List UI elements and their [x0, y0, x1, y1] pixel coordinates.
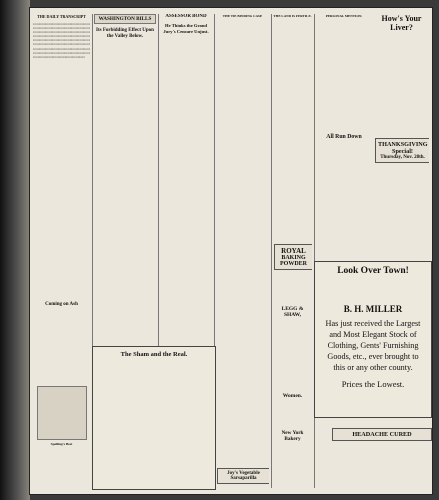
all-run-down: All Run Down	[326, 134, 362, 140]
miller-prices: Prices the Lowest.	[341, 379, 405, 389]
miller-clothing-ad	[314, 261, 432, 418]
royal-baking-powder-ad: ROYAL BAKING POWDER	[274, 244, 312, 270]
column-4	[216, 14, 269, 488]
assessor-headline: ASSESSOR BOND	[165, 14, 207, 19]
sham-and-real-article	[92, 346, 216, 490]
miller-name: B. H. MILLER	[343, 304, 403, 314]
new-york-bakery: New York Bakery	[281, 430, 304, 442]
newspaper-page	[30, 8, 432, 494]
masthead-title: THE DAILY TRANSCRIPT	[37, 14, 86, 19]
headache-ad: HEADACHE CURED	[332, 428, 432, 441]
personal-mention-headline: PERSONAL MENTION.	[325, 14, 363, 18]
assessor-subhead: He Thinks the Grand Jury's Censure Unjust.	[163, 23, 209, 34]
miller-body: Has just received the Largest and Most Elegant Stock of Clothing, Gents' Furnishing Goods, etc., ever brought to this or any other county.	[325, 319, 421, 372]
legg-shaw: LEGG & SHAW,	[281, 306, 304, 318]
tie-binding-headline: THE TIE BINDING CASE	[222, 14, 263, 18]
binding-spine	[0, 0, 30, 500]
coming-on-heading: Coming on Ash	[45, 302, 78, 307]
liver-ad-title: How's Your Liver?	[381, 14, 422, 32]
joys-ad: Joy's Vegetable Sarsaparilla	[217, 468, 269, 484]
sham-title: The Sham and the Real.	[120, 351, 188, 358]
women-heading: Women.	[282, 393, 303, 399]
washington-headline: WASHINGTON BILLS	[94, 14, 156, 24]
woman-illustration	[37, 386, 87, 440]
washington-subhead: Its Forbidding Effect Upon the Valley Below.	[96, 28, 154, 39]
thanksgiving-ad: THANKSGIVING Special! Thursday, Nov. 28th.	[375, 138, 429, 163]
land-fertile-headline: THE LAND IS FERTILE.	[273, 14, 312, 18]
column-5	[273, 14, 312, 488]
spelling-caption: Spelling's Best	[50, 442, 73, 446]
look-over-town: Look Over Town!	[337, 266, 409, 276]
column-1: THE DAILY TRANSCRIPT ▪▪▪▪▪▪▪▪▪▪▪▪▪▪▪▪▪▪▪▪▪▪▪▪▪▪▪▪▪▪▪▪▪▪▪▪▪▪▪▪▪▪▪▪▪▪▪▪▪▪▪▪▪▪▪▪▪▪▪▪▪▪▪▪▪▪▪▪▪▪▪▪▪▪▪▪▪▪▪▪▪▪▪▪▪▪▪▪▪▪▪▪▪▪▪▪▪▪▪▪▪▪▪▪▪▪▪▪▪▪▪▪▪▪▪▪▪▪▪▪▪▪▪▪▪▪▪▪▪▪▪▪▪▪▪▪▪▪▪▪▪▪▪▪▪▪▪▪▪▪▪▪▪▪▪▪▪▪▪▪▪▪▪▪▪▪▪▪▪▪▪▪▪▪▪▪▪▪▪▪▪▪▪▪▪▪▪▪▪▪▪▪▪▪▪▪▪▪▪▪▪▪▪▪▪▪▪▪▪▪▪▪▪▪▪▪▪▪▪▪▪▪▪▪▪▪▪▪▪▪▪▪▪▪▪▪▪▪▪▪▪▪▪▪▪▪▪▪▪▪▪▪▪▪▪▪▪▪▪▪▪▪▪▪▪▪▪▪▪▪▪▪▪▪▪▪▪▪▪▪▪▪▪▪▪▪▪▪▪▪▪▪▪▪▪▪▪▪▪▪▪▪▪▪▪▪▪▪▪▪▪▪▪▪▪▪▪▪▪▪▪▪▪▪▪▪▪▪▪▪▪▪▪▪▪▪▪▪▪▪▪▪▪▪▪▪▪▪▪▪▪▪▪▪▪▪▪▪▪▪▪▪▪▪▪▪▪▪▪▪▪▪▪▪▪▪▪▪▪▪▪▪▪▪▪▪▪▪▪▪▪▪▪▪▪▪▪▪▪▪▪▪▪▪▪▪▪▪▪▪▪▪▪▪▪▪▪▪▪▪▪▪▪▪▪▪▪▪ Coming on Ash Spelling's Best	[33, 14, 90, 446]
